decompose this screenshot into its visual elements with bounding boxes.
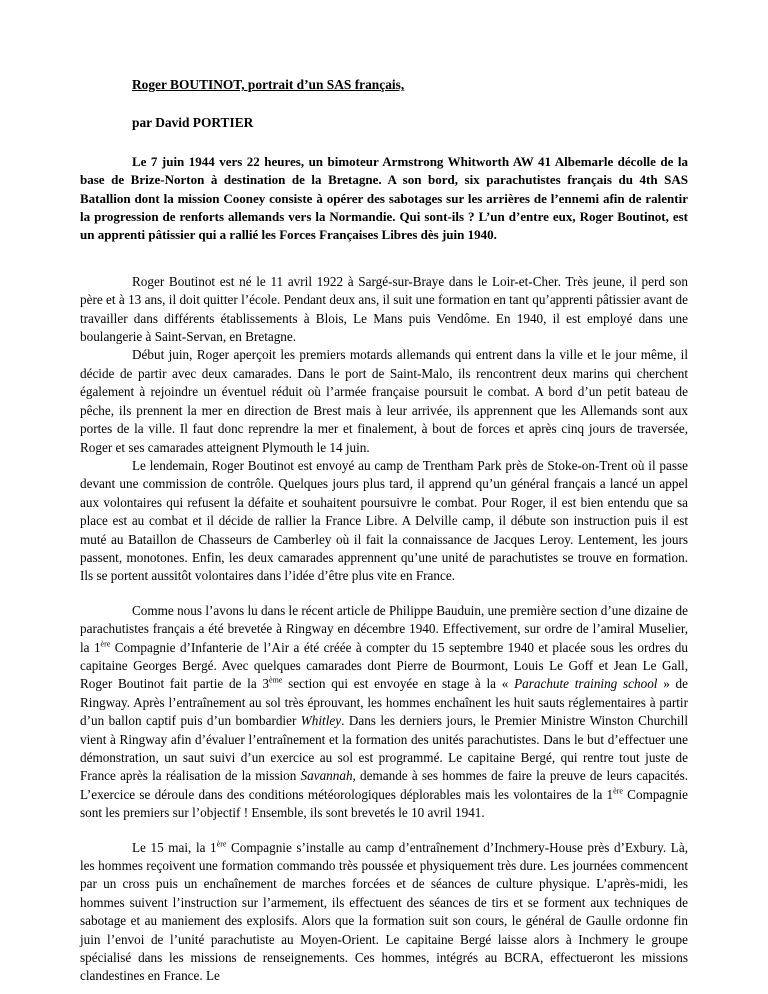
italic-term: Whitley (300, 713, 342, 729)
superscript: ème (269, 675, 283, 685)
text-run: demande à ses hommes de faire la preuve de leurs capacités. L’exercice se déroule dans des conditions météorologiques déplorables mais les volontaires de la 1 (80, 768, 688, 802)
body-paragraph-5 (80, 839, 688, 986)
superscript: ère (100, 639, 111, 649)
superscript: ère (216, 839, 227, 849)
superscript: ère (613, 786, 623, 796)
text-run: Comme nous l’avons lu dans le récent article de Philippe Bauduin, une première section d’une dizaine de parachutistes français a été brevetée à Ringway en décembre 1940. Effectivement, sur ordre de l’amiral Muselier, la 1 (80, 602, 688, 655)
italic-term: Savannah, (300, 768, 356, 784)
italic-term: Parachute training school (514, 676, 658, 692)
text-run: . Dans les derniers jours, le Premier Ministre Winston Churchill vient à Ringway afin d’évaluer l’entraînement et la formation des unités parachutistes. Dans le but d’effectuer une démonstration, un saut suivi d’un exercice au sol est programmé. Le capitaine Bergé, qui rentre tout juste de France après la réalisation de la mission (80, 713, 688, 784)
text-run: Compagnie d’Infanterie de l’Air a été créée à compter du 15 septembre 1940 et placée sous les ordres du capitaine Georges Bergé. Avec quelques camarades dont Pierre de Bourmont, Louis Le Goff et Jean Le Gall, Roger Boutinot fait partie de la 3 (80, 639, 688, 692)
body-paragraph-1: Roger Boutinot est né le 11 avril 1922 à Sargé-sur-Braye dans le Loir-et-Cher. Très jeune, il perd son père et à 13 ans, il doit quitter l’école. Pendant deux ans, il suit une formation en tant qu’apprenti pâtissier avant de travailler dans différents établissements à Blois, Le Mans puis Vendôme. En 1940, il est employé dans une boulangerie à Saint-Servan, en Bretagne. (80, 273, 688, 345)
body-paragraph-3: Le lendemain, Roger Boutinot est envoyé au camp de Trentham Park près de Stoke-on-Trent où il passe devant une commission de contrôle. Quelques jours plus tard, il apprend qu’un général français a lancé un appel aux volontaires qui refusent la défaite et souhaitent poursuivre le combat. Pour Roger, il est bien entendu que sa place est au combat et il décide de rallier la France Libre. A Delville camp, il débute son instruction puis il est muté au Bataillon de Chasseurs de Camberley où il fait la connaissance de Jacques Leroy. Lentement, les jours passent, monotones. Enfin, les deux camarades apprennent qu’une unité de parachutistes se trouve en formation. Ils se portent aussitôt volontaires dans l’idée d’être plus vite en France. (80, 457, 688, 584)
intro-paragraph: Le 7 juin 1944 vers 22 heures, un bimoteur Armstrong Whitworth AW 41 Albemarle décolle de la base de Brize-Norton à destination de la Bretagne. A son bord, six parachutistes français du 4th SAS Batallion dont la mission Cooney consiste à opérer des sabotages sur les arrières de l’ennemi afin de ralentir la progression de renforts allemands vers la Normandie. Qui sont-ils ? L’un d’entre eux, Roger Boutinot, est un apprenti pâtissier qui a rallié les Forces Françaises Libres dès juin 1940. (80, 153, 688, 243)
article-title: Roger BOUTINOT, portrait d’un SAS français, (132, 77, 405, 92)
body-paragraph-4 (80, 602, 688, 823)
text-run: section qui est envoyée en stage à la « (282, 676, 515, 692)
article-author: par David PORTIER (132, 115, 254, 131)
text-run: Compagnie s’installe au camp d’entraînement d’Inchmery-House près d’Exbury. Là, les hommes reçoivent une formation commando très poussée et physiquement très dure. Les journées commencent par un cross puis un enchaînement de marches forcées et de séances de culture physique. L’après-midi, les hommes suivent l’instruction sur l’armement, ils effectuent des séances de tirs et se forment aux techniques de sabotage et au maniement des explosifs. Alors que la formation suit son cours, le général de Gaulle ordonne fin juin l’envoi de l’unité parachutiste au Moyen-Orient. Le capitaine Bergé laisse alors à Inchmery le groupe spécialisé dans les missions de renseignements. Ces hommes, intégrés au BCRA, effectueront les missions clandestines en France. Le (80, 839, 689, 984)
text-run: Compagnie sont les premiers sur l’objectif ! Ensemble, ils sont brevetés le 10 avril 1941. (80, 786, 688, 821)
text-run: Le 15 mai, la 1 (132, 839, 217, 855)
body-paragraph-2: Début juin, Roger aperçoit les premiers motards allemands qui entrent dans la ville et le jour même, il décide de partir avec deux camarades. Dans le port de Saint-Malo, ils rencontrent deux marins qui cherchent également à rejoindre un éventuel réduit où l’armée française poursuit le combat. A bord d’un petit bateau de pêche, ils prennent la mer en direction de Brest mais à leur arrivée, ils apprennent que les Allemands sont aux portes de la ville. Il faut donc reprendre la mer et finalement, à bout de forces et après cinq jours de traversée, Roger et ses camarades atteignent Plymouth le 14 juin. (80, 347, 688, 455)
document-page (80, 76, 688, 986)
text-run: » de Ringway. Après l’entraînement au sol très éprouvant, les hommes enchaînent les huit sauts réglementaires à partir d’un ballon captif puis d’un bombardier (80, 676, 688, 729)
